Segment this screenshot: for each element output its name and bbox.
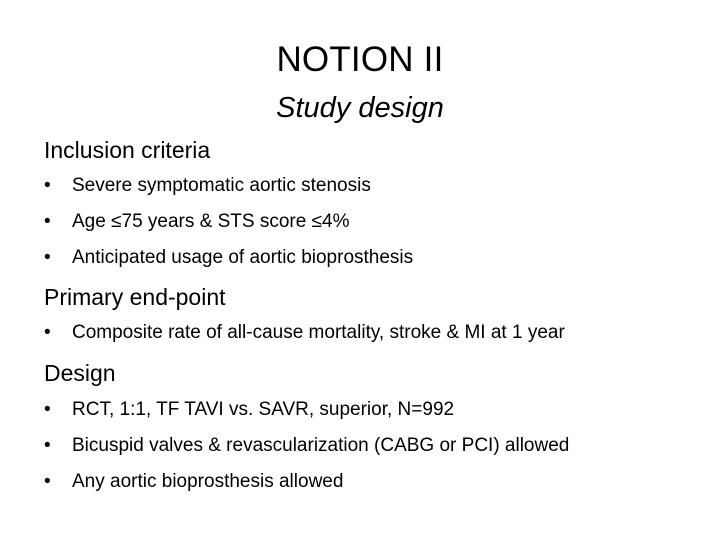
list-item-text: RCT, 1:1, TF TAVI vs. SAVR, superior, N=992 — [72, 399, 455, 420]
list-item — [44, 315, 565, 351]
design-list — [44, 392, 569, 500]
list-item — [44, 168, 413, 204]
list-item-text: Anticipated usage of aortic bioprosthesis — [72, 247, 414, 268]
list-item — [44, 464, 569, 500]
bullet-icon: • — [44, 399, 51, 420]
list-item-text: Age ≤75 years & STS score ≤4% — [72, 211, 350, 232]
primary-end-point-list — [44, 315, 565, 351]
section-heading-primary-end-point: Primary end-point — [44, 284, 226, 310]
list-item-text: Any aortic bioprosthesis allowed — [72, 471, 344, 492]
list-item — [44, 204, 413, 240]
bullet-icon: • — [44, 471, 51, 492]
bullet-icon: • — [44, 247, 51, 268]
list-item — [44, 392, 569, 428]
bullet-icon: • — [44, 175, 51, 196]
list-item — [44, 428, 569, 464]
bullet-icon: • — [44, 435, 51, 456]
bullet-icon: • — [44, 322, 51, 343]
slide-title: NOTION II — [276, 40, 444, 79]
list-item-text: Composite rate of all-cause mortality, stroke & MI at 1 year — [72, 322, 565, 343]
section-heading-design: Design — [44, 360, 116, 386]
inclusion-criteria-list — [44, 168, 413, 276]
list-item-text: Severe symptomatic aortic stenosis — [72, 175, 371, 196]
list-item-text: Bicuspid valves & revascularization (CABG or PCI) allowed — [72, 435, 570, 456]
list-item — [44, 240, 413, 276]
section-heading-inclusion-criteria: Inclusion criteria — [44, 137, 211, 163]
slide-subtitle: Study design — [276, 92, 444, 124]
bullet-icon: • — [44, 211, 51, 232]
